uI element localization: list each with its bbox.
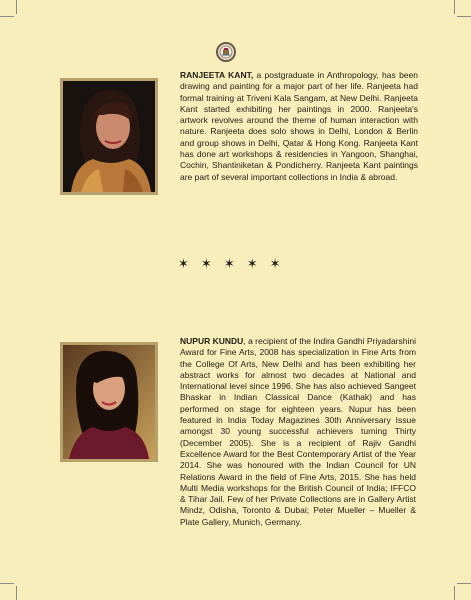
crop-mark: [457, 16, 471, 17]
artist-name: RANJEETA KANT,: [180, 70, 254, 80]
star-icon: ✶: [246, 256, 258, 271]
emblem-icon: [218, 44, 234, 60]
crop-mark: [16, 586, 17, 600]
crop-mark: [0, 583, 14, 584]
crop-mark: [16, 0, 17, 14]
star-divider: [178, 256, 281, 272]
star-icon: ✶: [223, 256, 235, 271]
crop-mark: [454, 586, 455, 600]
crop-mark: [0, 16, 14, 17]
bio-ranjeeta-kant: [180, 70, 418, 183]
star-icon: ✶: [178, 256, 189, 271]
crop-mark: [457, 583, 471, 584]
artist-name: NUPUR KUNDU: [180, 336, 244, 346]
emblem-logo: [216, 42, 236, 62]
bio-text: a postgraduate in Anthropology, has been drawing and painting for a major part of her life. Ranjeeta had formal training at Triveni Kala Sangam, at New Delhi. Ranjeeta Kant started exhibiting her paintings in 2000. Ranjeeta's artwork revolves around the theme of human interaction with nature. Ranjeeta does solo shows in Delhi, London & Berlin and group shows in Delhi, Qatar & Hong Kong. Ranjeeta Kant has done art workshops & residencies in Yangoon, Shanghai, Cochin, Shantiniketan & Pondicherry. Ranjeeta Kant paintings are part of several important collections in India & abroad.: [180, 70, 418, 182]
star-icon: ✶: [200, 256, 212, 271]
star-icon: ✶: [269, 256, 281, 271]
crop-mark: [454, 0, 455, 14]
bio-nupur-kundu: [180, 336, 416, 528]
bio-text: , a recipient of the Indira Gandhi Priyadarshini Award for Fine Arts, 2008 has specialization in Fine Arts from the College Of Arts, New Delhi and has been exhibiting her abstract works for almost two decades at National and International level since 1996. She has also achieved Sangeet Bhaskar in Indian Classical Dance (Kathak) and has performed on stage for eighteen years. Nupur has been featured in India Today Magazines 30th Anniversary Issue amongst 30 young successful achievers turning Thirty (December 2005). She is a recipient of Rajiv Gandhi Excellence Award for the Best Contemporary Artist of the Year 2014. She was honoured with the Indian Council for UN Relations Award in the field of Fine Arts, 2015. She has held Multi Media workshops for the British Council of India; IFFCO & Tihar Jail. Few of her Private Collections are in Gallery Artist Mindz, Odisha, Toronto & Dubai; Peter Mueller – Mueller & Plate Gallery, Munich, Germany.: [180, 336, 416, 527]
portrait-photo-ranjeeta: [60, 78, 158, 195]
portrait-photo-nupur: [60, 342, 158, 462]
